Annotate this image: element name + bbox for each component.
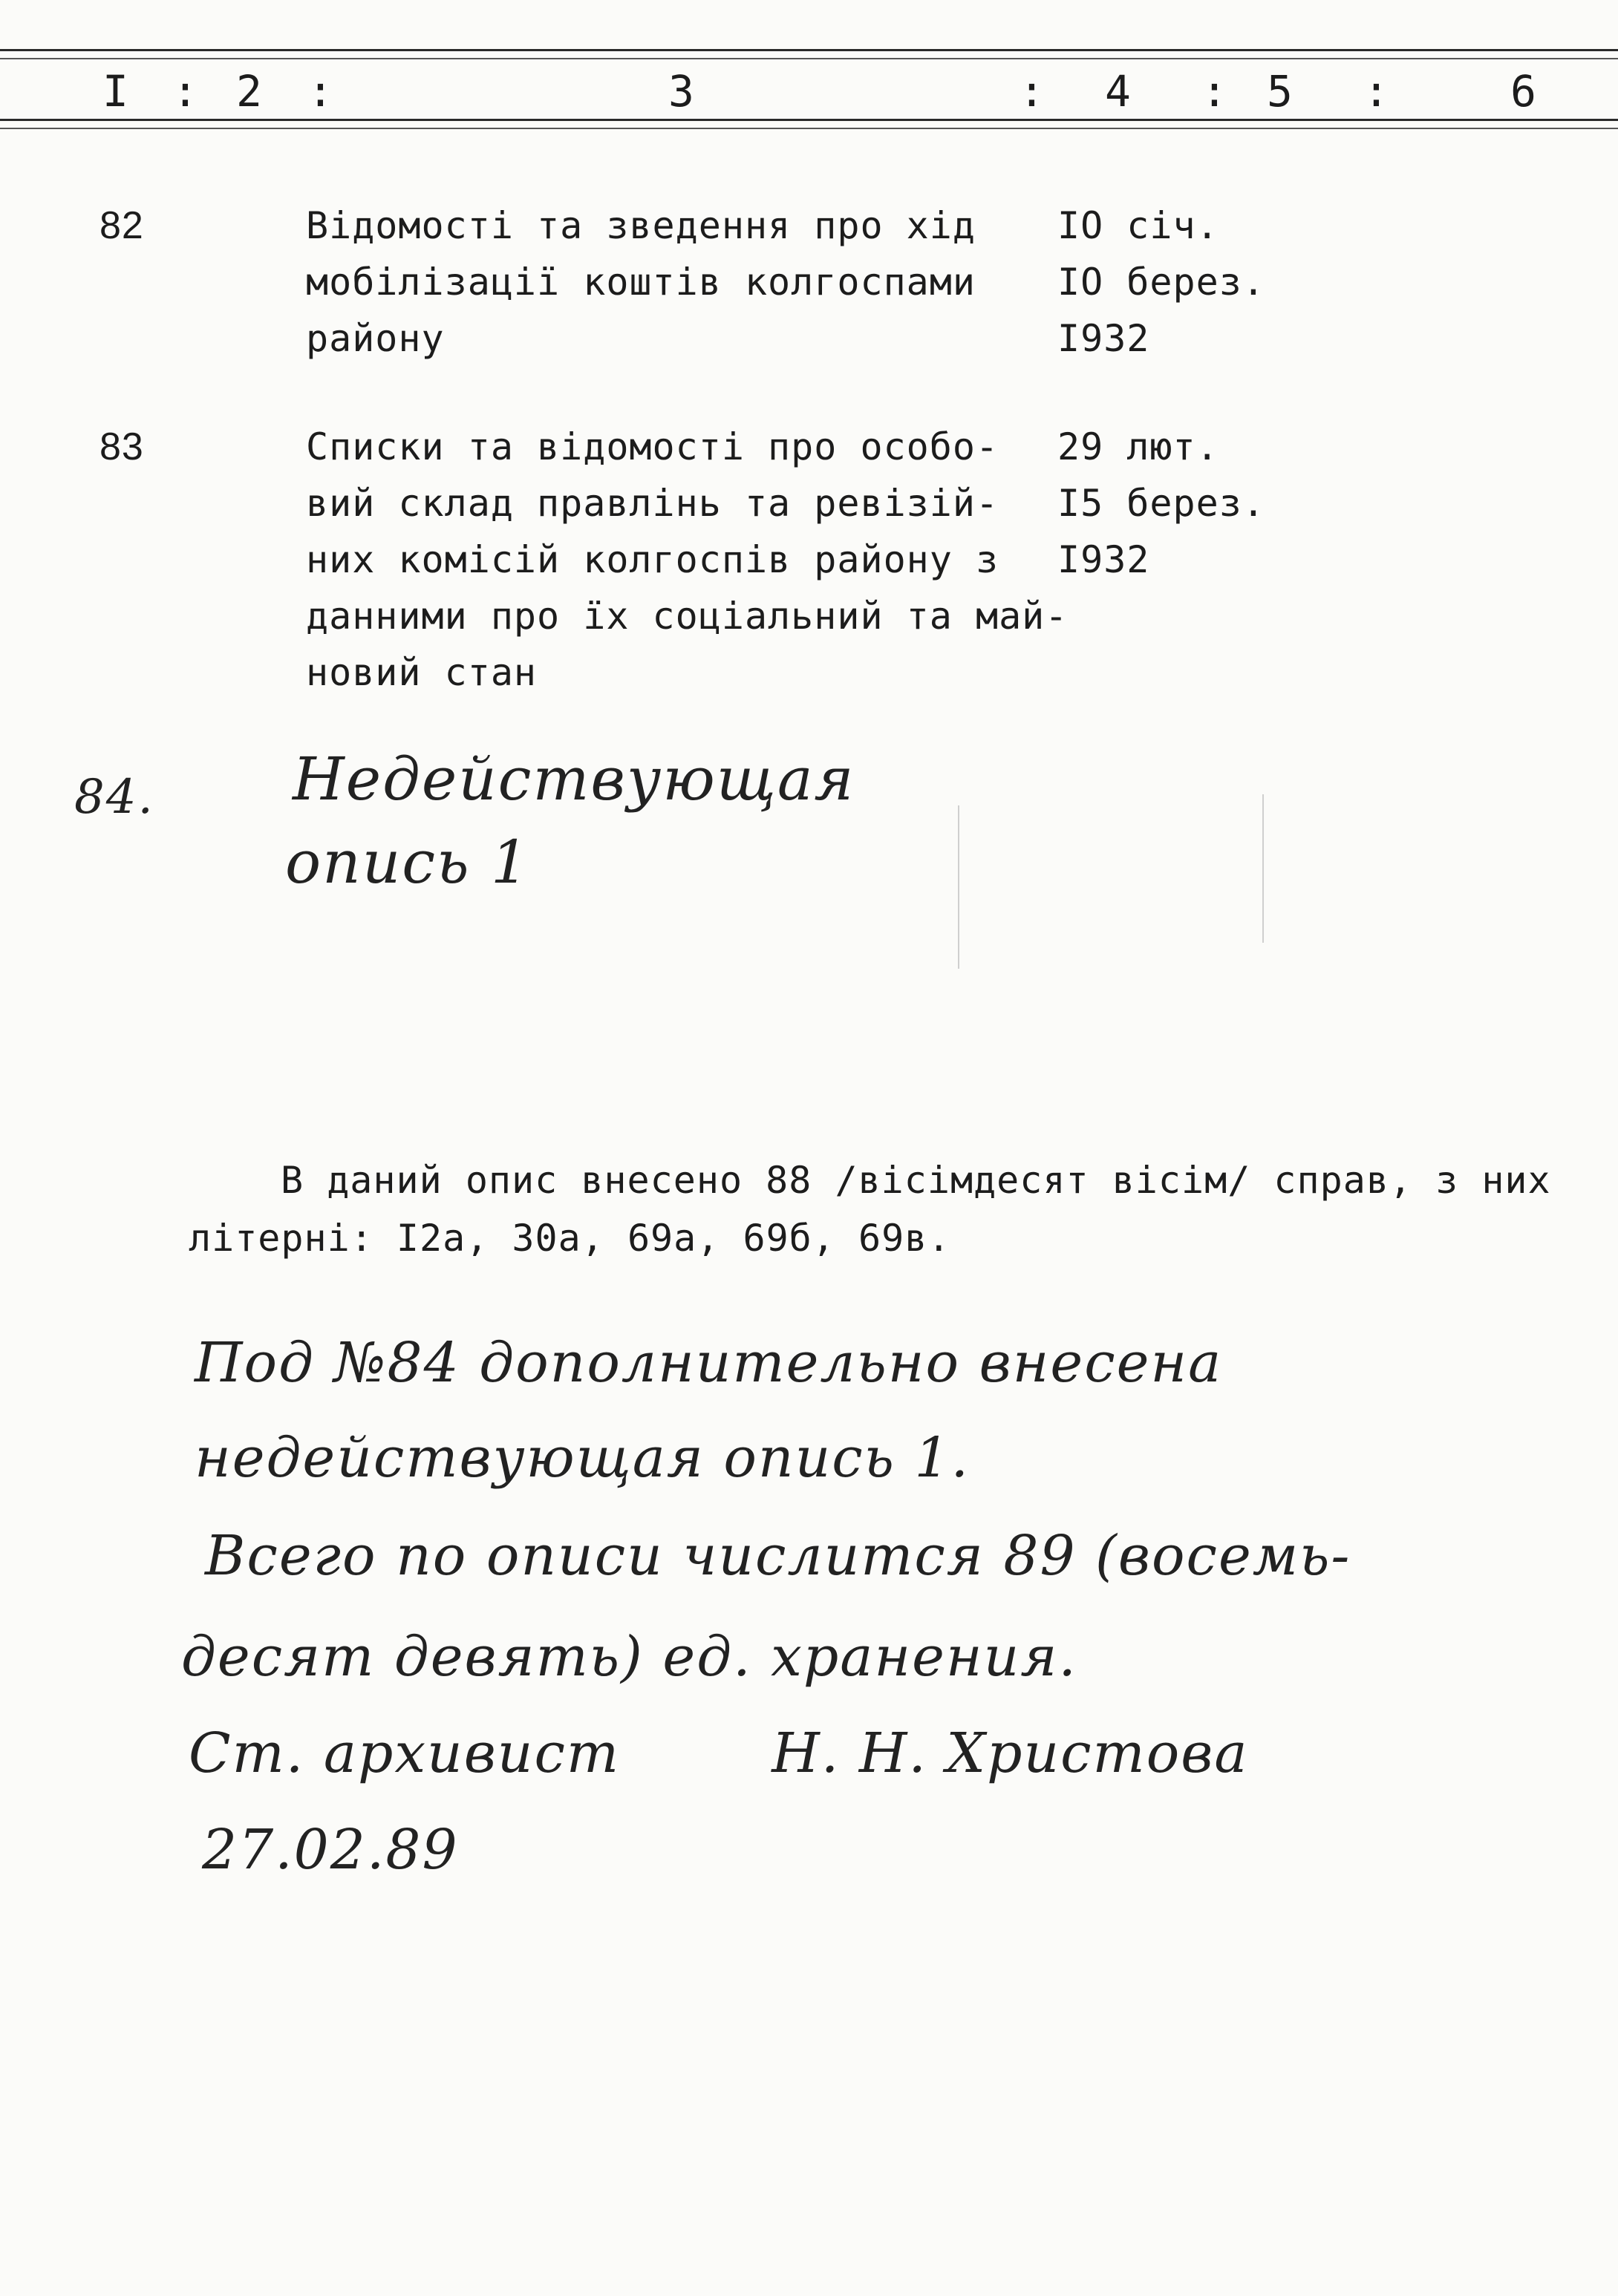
header-rule-top <box>0 49 1618 51</box>
record-date-line: I932 <box>1057 538 1150 581</box>
signature-line: Ст. архивист Н. Н. Христова <box>189 1721 1249 1785</box>
handwritten-record-number: 84. <box>74 770 154 825</box>
handwritten-note-line: Всего по описи числится 89 (восемь- <box>205 1524 1351 1588</box>
handwritten-note-line: Под №84 дополнительно внесена <box>195 1331 1223 1395</box>
record-number: 83 <box>100 425 144 468</box>
column-separator: : <box>1201 66 1227 117</box>
handwritten-record-line: опись 1 <box>285 828 530 897</box>
record-title-line: данними про їх соціальний та май- <box>306 595 1069 638</box>
scan-artifact <box>958 805 959 969</box>
column-separator: : <box>307 66 333 117</box>
record-date-line: IO січ. <box>1057 204 1219 247</box>
handwritten-record-line: Недействующая <box>293 745 855 814</box>
record-title-line: них комісій колгоспів району з <box>306 538 999 581</box>
column-header-1: I <box>102 66 128 117</box>
record-date-line: 29 лют. <box>1057 425 1219 468</box>
column-header-5: 5 <box>1267 66 1293 117</box>
scan-artifact <box>1262 794 1264 943</box>
column-separator: : <box>1019 66 1045 117</box>
record-title-line: Списки та відомості про особо- <box>306 425 999 468</box>
record-date-line: IO берез. <box>1057 261 1265 304</box>
handwritten-note-line: недействующая опись 1. <box>195 1426 971 1490</box>
record-number: 82 <box>100 204 144 247</box>
column-header-6: 6 <box>1510 66 1536 117</box>
record-title-line: вий склад правлінь та ревізій- <box>306 482 999 525</box>
column-header-3: 3 <box>668 66 694 117</box>
summary-line: літерні: I2а, 30а, 69а, 69б, 69в. <box>189 1217 951 1260</box>
column-separator: : <box>1363 66 1389 117</box>
record-date-line: I932 <box>1057 317 1150 360</box>
header-rule-bottom <box>0 119 1618 121</box>
handwritten-note-line: десят девять) ед. хранения. <box>181 1625 1077 1689</box>
summary-line: В даний опис внесено 88 /вісімдесят вісім/ справ, з них <box>281 1159 1551 1202</box>
record-title-line: району <box>306 317 445 360</box>
header-rule-bottom-inner <box>0 128 1618 129</box>
header-rule-top-inner <box>0 58 1618 59</box>
column-header-2: 2 <box>236 66 262 117</box>
record-title-line: Відомості та зведення про хід <box>306 204 976 247</box>
column-header-4: 4 <box>1105 66 1131 117</box>
column-separator: : <box>172 66 198 117</box>
record-title-line: мобілізації коштів колгоспами <box>306 261 976 304</box>
record-date-line: I5 берез. <box>1057 482 1265 525</box>
record-title-line: новий стан <box>306 651 538 694</box>
handwritten-date: 27.02.89 <box>202 1818 459 1882</box>
